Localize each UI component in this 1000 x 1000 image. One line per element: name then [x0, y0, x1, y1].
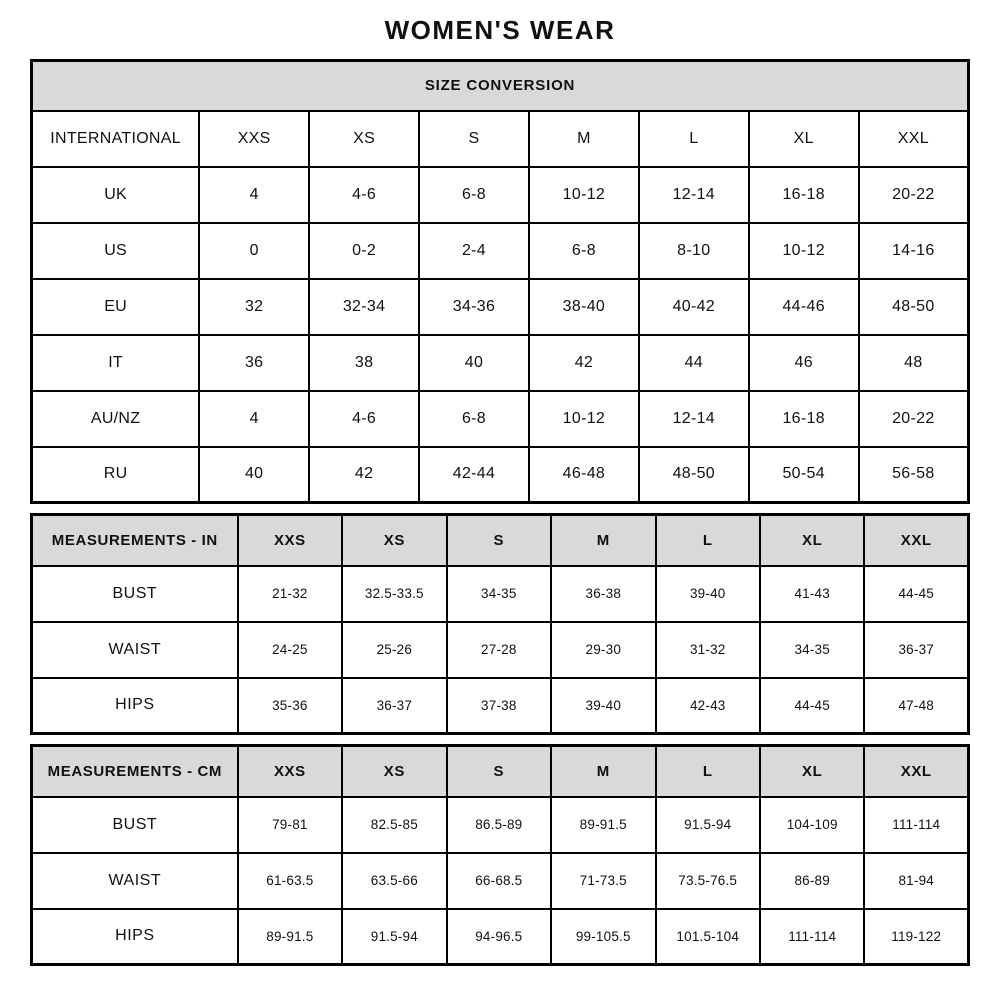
- table-row: [32, 167, 969, 223]
- measurements-cm-title: MEASUREMENTS - CM: [32, 746, 238, 797]
- measurement-value-in: 32.5-33.5: [342, 566, 446, 622]
- region-label: UK: [32, 167, 200, 223]
- measurement-value-in: 29-30: [551, 622, 655, 678]
- region-label: INTERNATIONAL: [32, 111, 200, 167]
- size-value: 4: [199, 391, 309, 447]
- size-value: 12-14: [639, 391, 749, 447]
- measurement-value-in: 21-32: [238, 566, 342, 622]
- size-value: 6-8: [419, 167, 529, 223]
- measurement-value-in: 27-28: [447, 622, 551, 678]
- measurement-value-cm: 99-105.5: [551, 909, 655, 965]
- measurement-value-cm: 91.5-94: [656, 797, 760, 853]
- size-value: 6-8: [529, 223, 639, 279]
- size-value: 32-34: [309, 279, 419, 335]
- table-header-row: [32, 746, 969, 797]
- measurement-value-cm: 79-81: [238, 797, 342, 853]
- measurement-value-cm: 89-91.5: [551, 797, 655, 853]
- size-value: 42-44: [419, 447, 529, 503]
- measurement-value-in: 39-40: [656, 566, 760, 622]
- table-row: [32, 566, 969, 622]
- size-value: 40: [419, 335, 529, 391]
- measurement-value-cm: 86-89: [760, 853, 864, 909]
- region-label: IT: [32, 335, 200, 391]
- size-value: 4-6: [309, 167, 419, 223]
- size-value: 48-50: [639, 447, 749, 503]
- column-header: XXS: [238, 746, 342, 797]
- measurement-label: WAIST: [32, 853, 238, 909]
- size-value: 36: [199, 335, 309, 391]
- column-header: XXS: [238, 515, 342, 566]
- size-value: XS: [309, 111, 419, 167]
- table-row: [32, 853, 969, 909]
- measurement-value-cm: 63.5-66: [342, 853, 446, 909]
- size-value: 10-12: [529, 167, 639, 223]
- measurement-value-cm: 82.5-85: [342, 797, 446, 853]
- size-value: 44-46: [749, 279, 859, 335]
- size-value: XXS: [199, 111, 309, 167]
- size-value: M: [529, 111, 639, 167]
- measurements-in-title: MEASUREMENTS - IN: [32, 515, 238, 566]
- size-value: 40: [199, 447, 309, 503]
- measurement-value-cm: 119-122: [864, 909, 968, 965]
- region-label: AU/NZ: [32, 391, 200, 447]
- column-header: XL: [760, 746, 864, 797]
- measurement-value-cm: 66-68.5: [447, 853, 551, 909]
- table-row: [32, 391, 969, 447]
- size-value: 46-48: [529, 447, 639, 503]
- measurement-value-in: 42-43: [656, 678, 760, 734]
- measurement-label: HIPS: [32, 678, 238, 734]
- table-banner-row: [32, 61, 969, 111]
- column-header: XS: [342, 746, 446, 797]
- measurement-label: WAIST: [32, 622, 238, 678]
- size-value: 20-22: [859, 391, 969, 447]
- measurement-value-in: 35-36: [238, 678, 342, 734]
- table-row: [32, 335, 969, 391]
- size-conversion-banner: SIZE CONVERSION: [32, 61, 969, 111]
- table-row: [32, 447, 969, 503]
- size-value: S: [419, 111, 529, 167]
- measurement-label: BUST: [32, 566, 238, 622]
- measurement-value-cm: 71-73.5: [551, 853, 655, 909]
- table-row: [32, 909, 969, 965]
- measurement-value-cm: 91.5-94: [342, 909, 446, 965]
- page-title: WOMEN'S WEAR: [384, 15, 616, 45]
- measurement-value-in: 34-35: [760, 622, 864, 678]
- measurement-value-in: 31-32: [656, 622, 760, 678]
- measurement-value-in: 36-38: [551, 566, 655, 622]
- size-value: 8-10: [639, 223, 749, 279]
- measurement-value-in: 36-37: [864, 622, 968, 678]
- table-row: [32, 797, 969, 853]
- size-value: 16-18: [749, 167, 859, 223]
- table-row: [32, 111, 969, 167]
- table-header-row: [32, 515, 969, 566]
- measurement-value-cm: 61-63.5: [238, 853, 342, 909]
- column-header: XXL: [864, 746, 968, 797]
- size-value: L: [639, 111, 749, 167]
- size-conversion-table: [30, 59, 970, 504]
- column-header: XXL: [864, 515, 968, 566]
- measurement-value-in: 44-45: [864, 566, 968, 622]
- column-header: M: [551, 515, 655, 566]
- size-value: 34-36: [419, 279, 529, 335]
- size-value: 48-50: [859, 279, 969, 335]
- size-value: 42: [309, 447, 419, 503]
- size-value: 10-12: [749, 223, 859, 279]
- measurements-in-table: [30, 513, 970, 735]
- size-value: 20-22: [859, 167, 969, 223]
- size-value: 50-54: [749, 447, 859, 503]
- column-header: XL: [760, 515, 864, 566]
- measurement-value-cm: 89-91.5: [238, 909, 342, 965]
- column-header: S: [447, 746, 551, 797]
- region-label: US: [32, 223, 200, 279]
- measurement-value-in: 25-26: [342, 622, 446, 678]
- size-value: 0-2: [309, 223, 419, 279]
- column-header: S: [447, 515, 551, 566]
- size-value: 40-42: [639, 279, 749, 335]
- size-value: 38-40: [529, 279, 639, 335]
- column-header: M: [551, 746, 655, 797]
- table-row: [32, 622, 969, 678]
- measurement-value-in: 47-48: [864, 678, 968, 734]
- measurement-value-in: 39-40: [551, 678, 655, 734]
- size-value: 4-6: [309, 391, 419, 447]
- size-value: 42: [529, 335, 639, 391]
- size-value: 10-12: [529, 391, 639, 447]
- size-value: XXL: [859, 111, 969, 167]
- measurement-value-in: 41-43: [760, 566, 864, 622]
- measurement-label: BUST: [32, 797, 238, 853]
- size-value: 16-18: [749, 391, 859, 447]
- size-value: 4: [199, 167, 309, 223]
- measurements-cm-table: [30, 744, 970, 966]
- measurement-value-in: 34-35: [447, 566, 551, 622]
- measurement-value-cm: 111-114: [864, 797, 968, 853]
- size-value: 0: [199, 223, 309, 279]
- size-value: 12-14: [639, 167, 749, 223]
- size-value: 44: [639, 335, 749, 391]
- table-row: [32, 678, 969, 734]
- measurement-value-in: 37-38: [447, 678, 551, 734]
- size-value: 32: [199, 279, 309, 335]
- column-header: XS: [342, 515, 446, 566]
- size-value: 48: [859, 335, 969, 391]
- measurement-value-in: 24-25: [238, 622, 342, 678]
- table-row: [32, 279, 969, 335]
- size-value: 14-16: [859, 223, 969, 279]
- measurement-value-in: 44-45: [760, 678, 864, 734]
- measurement-value-cm: 73.5-76.5: [656, 853, 760, 909]
- measurement-label: HIPS: [32, 909, 238, 965]
- size-value: 2-4: [419, 223, 529, 279]
- size-value: XL: [749, 111, 859, 167]
- region-label: EU: [32, 279, 200, 335]
- measurement-value-cm: 111-114: [760, 909, 864, 965]
- measurement-value-cm: 101.5-104: [656, 909, 760, 965]
- measurement-value-cm: 81-94: [864, 853, 968, 909]
- column-header: L: [656, 746, 760, 797]
- size-value: 46: [749, 335, 859, 391]
- measurement-value-cm: 86.5-89: [447, 797, 551, 853]
- column-header: L: [656, 515, 760, 566]
- measurement-value-cm: 94-96.5: [447, 909, 551, 965]
- table-row: [32, 223, 969, 279]
- size-value: 6-8: [419, 391, 529, 447]
- measurement-value-cm: 104-109: [760, 797, 864, 853]
- size-value: 56-58: [859, 447, 969, 503]
- region-label: RU: [32, 447, 200, 503]
- measurement-value-in: 36-37: [342, 678, 446, 734]
- size-value: 38: [309, 335, 419, 391]
